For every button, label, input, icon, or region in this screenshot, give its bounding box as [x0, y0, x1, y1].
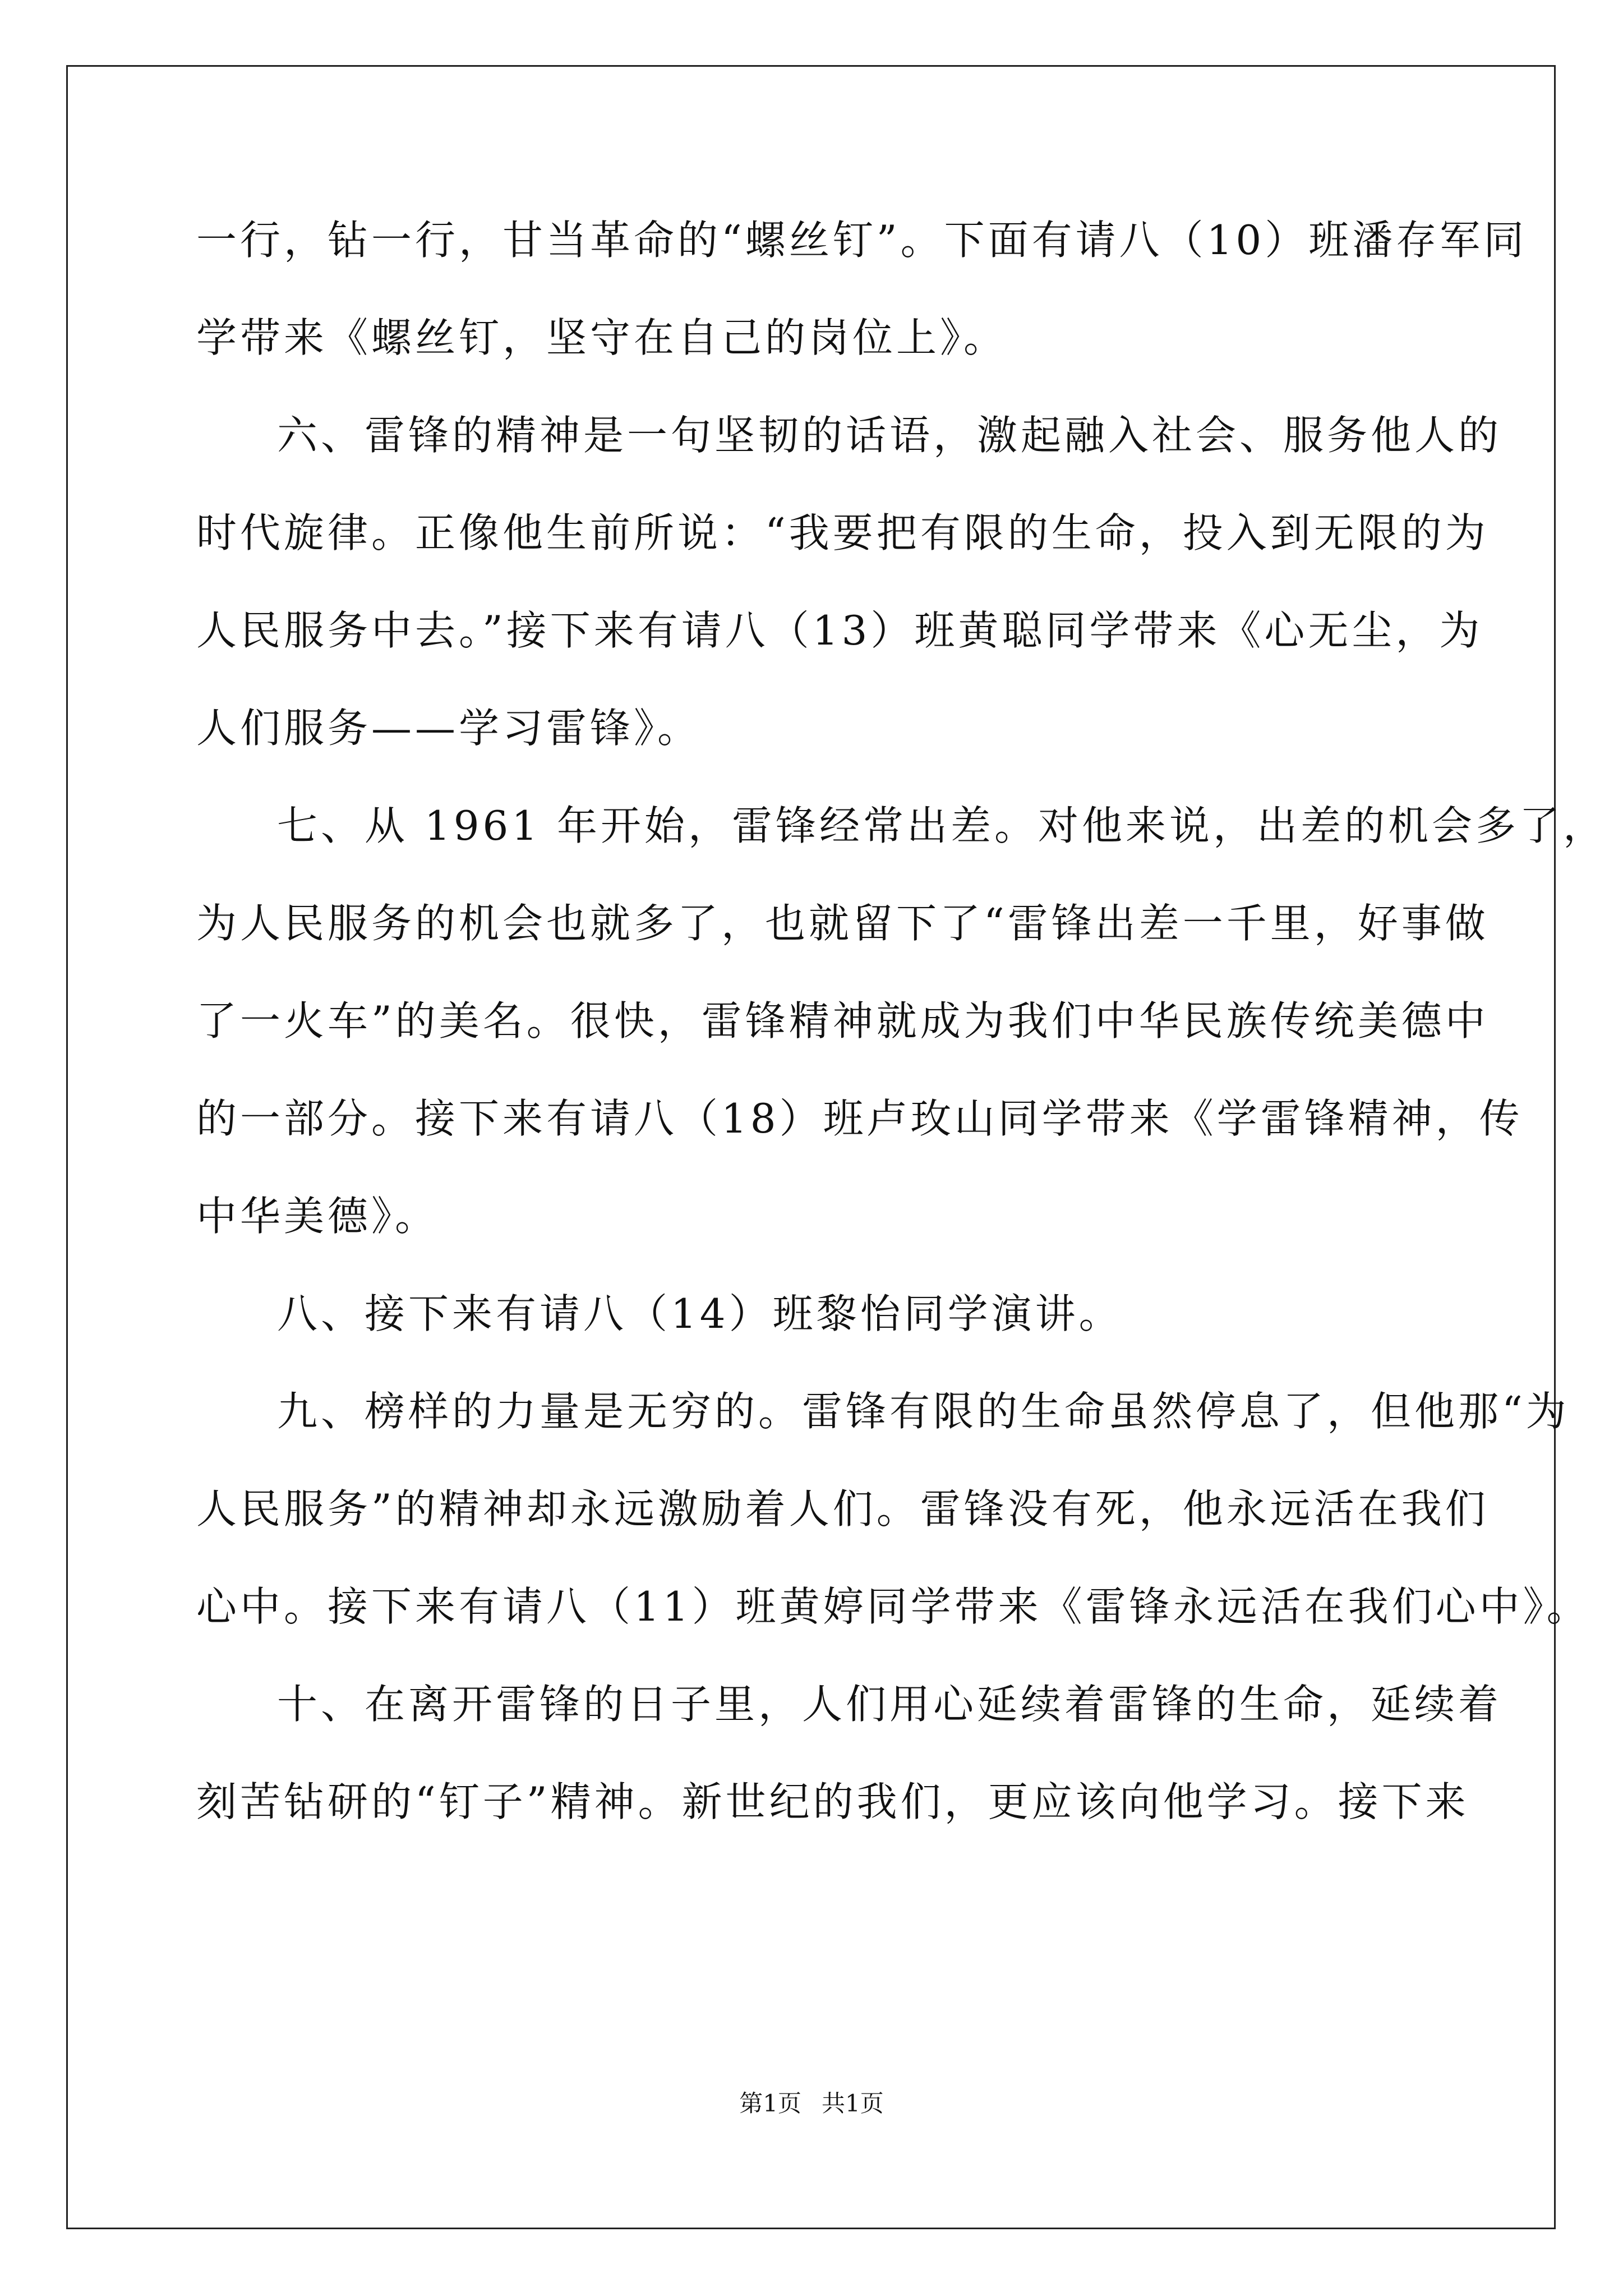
paragraph-six-start: 六、雷锋的精神是一句坚韧的话语，激起融入社会、服务他人的	[277, 412, 1502, 459]
page-total: 共1页	[822, 2090, 884, 2117]
text-line: 人民服务中去。”接下来有请八（13）班黄聪同学带来《心无尘，为	[196, 607, 1483, 654]
paragraph-seven-start: 七、从 1961 年开始，雷锋经常出差。对他来说，出差的机会多了，	[277, 802, 1607, 849]
text-line: 心中。接下来有请八（11）班黄婷同学带来《雷锋永远活在我们心中》。	[196, 1583, 1590, 1630]
page-border	[66, 65, 1556, 2229]
text-line: 的一部分。接下来有请八（18）班卢玫山同学带来《学雷锋精神，传	[196, 1095, 1523, 1142]
text-line: 刻苦钻研的“钉子”精神。新世纪的我们，更应该向他学习。接下来	[196, 1778, 1469, 1825]
page-number: 第1页	[739, 2090, 801, 2117]
text-line: 了一火车”的美名。很快，雷锋精神就成为我们中华民族传统美德中	[196, 997, 1489, 1045]
text-line: 一行，钻一行，甘当革命的“螺丝钉”。下面有请八（10）班潘存军同	[196, 217, 1528, 264]
text-line: 人们服务——学习雷锋》。	[196, 705, 702, 752]
text-line: 为人民服务的机会也就多了，也就留下了“雷锋出差一千里，好事做	[196, 900, 1489, 947]
text-line: 时代旋律。正像他生前所说：“我要把有限的生命，投入到无限的为	[196, 509, 1489, 556]
text-line: 人民服务”的精神却永远激励着人们。雷锋没有死，他永远活在我们	[196, 1485, 1489, 1533]
paragraph-eight: 八、接下来有请八（14）班黎怡同学演讲。	[277, 1290, 1123, 1337]
text-line: 学带来《螺丝钉，坚守在自己的岗位上》。	[196, 314, 1008, 361]
paragraph-nine-start: 九、榜样的力量是无穷的。雷锋有限的生命虽然停息了，但他那“为	[277, 1388, 1570, 1435]
paragraph-ten-start: 十、在离开雷锋的日子里，人们用心延续着雷锋的生命，延续着	[277, 1681, 1502, 1728]
text-line: 中华美德》。	[196, 1193, 439, 1240]
page-footer	[0, 2087, 1623, 2120]
